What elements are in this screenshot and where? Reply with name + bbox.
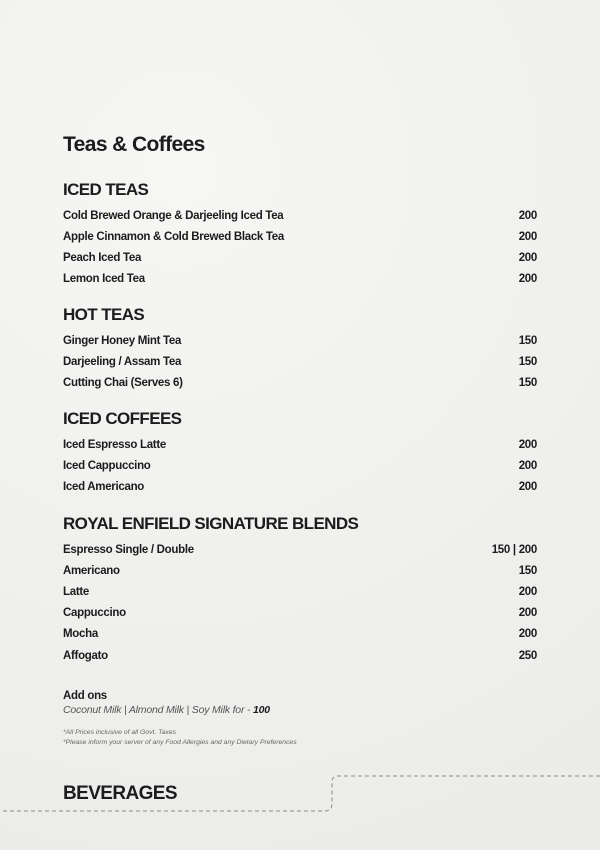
menu-item — [63, 603, 537, 624]
item-name: Affogato — [63, 649, 108, 662]
menu-item — [63, 560, 537, 581]
item-price: 200 — [518, 273, 537, 286]
item-list — [63, 539, 537, 666]
page-title: Teas & Coffees — [63, 133, 205, 156]
item-price: 200 — [518, 251, 537, 264]
menu-item — [63, 434, 537, 455]
item-name: Darjeeling / Assam Tea — [63, 355, 182, 368]
section-heading: ICED TEAS — [63, 180, 149, 199]
item-price: 200 — [518, 209, 537, 222]
item-name: Mocha — [63, 628, 98, 641]
item-price: 200 — [518, 585, 537, 598]
item-name: Iced Espresso Latte — [63, 438, 166, 451]
item-name: Iced Americano — [63, 480, 145, 493]
menu-item — [63, 269, 537, 290]
item-price: 150 — [518, 355, 537, 368]
item-price: 150 — [518, 334, 537, 347]
section-signature-blends — [63, 513, 537, 666]
item-price: 200 — [518, 628, 537, 641]
beverages-heading: BEVERAGES — [63, 783, 177, 804]
menu-item — [63, 645, 537, 666]
section-hot-teas — [63, 304, 537, 394]
addons-text — [63, 704, 537, 716]
menu-item — [63, 351, 537, 372]
item-name: Cold Brewed Orange & Darjeeling Iced Tea — [63, 209, 284, 222]
menu-item — [63, 205, 537, 226]
item-price: 200 — [518, 459, 537, 472]
item-price: 200 — [518, 438, 537, 451]
item-name: Iced Cappuccino — [63, 459, 151, 472]
item-name: Americano — [63, 564, 120, 577]
footnotes — [63, 728, 537, 747]
menu-item — [63, 226, 537, 247]
item-list — [63, 330, 537, 394]
menu-item — [63, 581, 537, 602]
section-heading: ICED COFFEES — [63, 409, 182, 428]
section-iced-teas — [63, 179, 537, 290]
item-price: 150 — [518, 564, 537, 577]
section-iced-coffees — [63, 408, 537, 498]
menu-item — [63, 476, 537, 497]
section-heading: HOT TEAS — [63, 305, 145, 324]
item-list — [63, 205, 537, 290]
section-heading: ROYAL ENFIELD SIGNATURE BLENDS — [63, 514, 359, 533]
item-price: 250 — [518, 649, 537, 662]
addons-options: Coconut Milk | Almond Milk | Soy Milk for - — [63, 704, 253, 716]
item-name: Cappuccino — [63, 607, 126, 620]
menu-item — [63, 455, 537, 476]
item-price: 200 — [518, 607, 537, 620]
item-price: 200 — [518, 230, 537, 243]
item-name: Peach Iced Tea — [63, 251, 142, 264]
addons-price: 100 — [252, 704, 270, 716]
item-name: Latte — [63, 585, 89, 598]
addons-block — [63, 690, 537, 716]
menu-item — [63, 247, 537, 268]
menu-item — [63, 539, 537, 560]
item-name: Ginger Honey Mint Tea — [63, 334, 182, 347]
item-name: Espresso Single / Double — [63, 543, 194, 556]
addons-heading: Add ons — [63, 690, 107, 702]
item-name: Lemon Iced Tea — [63, 273, 145, 286]
footnote-taxes: *All Prices inclusive of all Govt. Taxes — [63, 729, 177, 736]
menu-item — [63, 372, 537, 393]
menu-item — [63, 330, 537, 351]
item-price: 150 — [518, 376, 537, 389]
item-price: 150 | 200 — [491, 543, 537, 556]
item-name: Apple Cinnamon & Cold Brewed Black Tea — [63, 230, 284, 243]
footnote-allergies: *Please inform your server of any Food Allergies and any Dietary Preferences — [63, 738, 297, 746]
menu-item — [63, 624, 537, 645]
item-name: Cutting Chai (Serves 6) — [63, 376, 183, 389]
item-list — [63, 434, 537, 498]
item-price: 200 — [518, 480, 537, 493]
